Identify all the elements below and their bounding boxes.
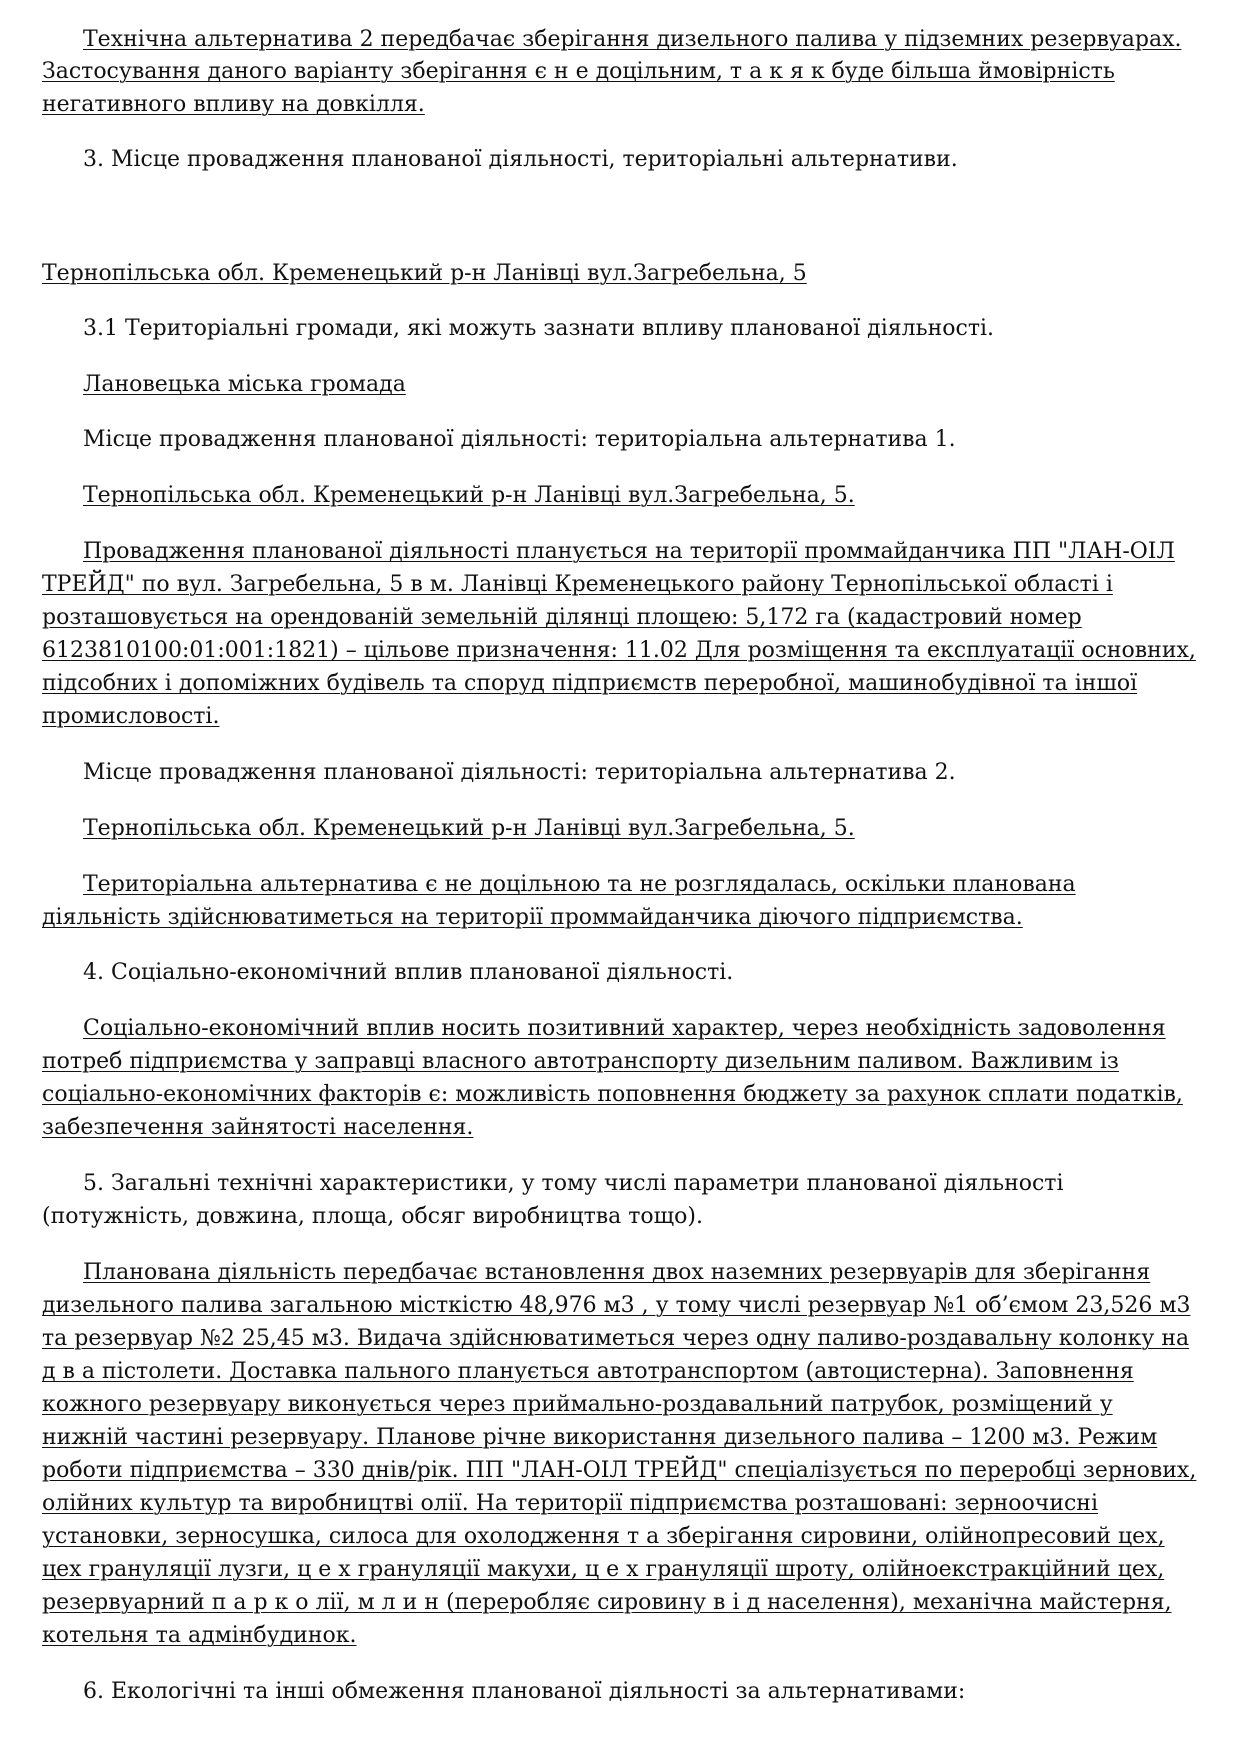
section-3-heading: 3. Місце провадження планованої діяльності, територіальні альтернативи. xyxy=(83,147,958,172)
territorial-alt2-line-1: Територіальна альтернатива є не доцільною та не розглядалась, оскільки планована xyxy=(83,872,1076,897)
section-5-line-9: установки, зерносушка, силоса для охолодження т а зберігання сировини, олійнопресовий цех, xyxy=(42,1524,1165,1549)
address-main: Тернопільська обл. Кременецький р-н Ланівці вул.Загребельна, 5 xyxy=(42,261,807,286)
territorial-alt1-line-2: ТРЕЙД" по вул. Загребельна, 5 в м. Ланівці Кременецького району Тернопільської області і xyxy=(42,572,1113,597)
section-4-line-3: соціально-економічних факторів є: можливість поповнення бюджету за рахунок сплати податків, xyxy=(42,1082,1183,1107)
section-4-line-1: Соціально-економічний вплив носить позитивний характер, через необхідність задоволення xyxy=(83,1016,1166,1041)
community-name: Лановецька міська громада xyxy=(83,372,406,397)
section-4-heading: 4. Соціально-економічний вплив планованої діяльності. xyxy=(83,960,734,985)
section-5-heading-line-2: (потужність, довжина, площа, обсяг виробництва тощо). xyxy=(42,1204,703,1229)
tech-alt2-line-2: Застосування даного варіанту зберігання є н е доцільним, т а к я к буде більша ймовірність xyxy=(42,59,1115,84)
territorial-alt2-address: Тернопільська обл. Кременецький р-н Ланівці вул.Загребельна, 5. xyxy=(83,816,855,841)
section-5-line-1: Планована діяльність передбачає встановлення двох наземних резервуарів для зберігання xyxy=(83,1260,1151,1285)
section-5-line-3: та резервуар №2 25,45 м3. Видача здійснюватиметься через одну паливо-роздавальну колонку на xyxy=(42,1326,1190,1351)
territorial-alt1-line-4: 6123810100:01:001:1821) – цільове призначення: 11.02 Для розміщення та експлуатації основних, xyxy=(42,638,1196,663)
section-5-line-5: кожного резервуару виконується через приймально-роздавальний патрубок, розміщений у xyxy=(42,1392,1113,1417)
section-5-line-4: д в а пістолети. Доставка пального планується автотранспортом (автоцистерна). Заповнення xyxy=(42,1359,1134,1384)
section-6-heading: 6. Екологічні та інші обмеження планованої діяльності за альтернативами: xyxy=(83,1679,966,1704)
section-3-1-heading: 3.1 Територіальні громади, які можуть зазнати впливу планованої діяльності. xyxy=(83,316,995,341)
tech-alt2-line-3: негативного впливу на довкілля. xyxy=(42,92,425,117)
section-5-line-8: олійних культур та виробництві олії. На території підприємства розташовані: зерноочисні xyxy=(42,1491,1098,1516)
territorial-alt1-line-5: підсобних і допоміжних будівель та споруд підприємств переробної, машинобудівної та іншої xyxy=(42,671,1138,696)
section-4-line-2: потреб підприємства у заправці власного автотранспорту дизельним паливом. Важливим із xyxy=(42,1049,1119,1074)
section-5-line-11: резервуарний п а р к о лії, м л и н (переробляє сировину в і д населення), механічна майстерня, xyxy=(42,1590,1172,1615)
section-5-line-2: дизельного палива загальною місткістю 48,976 м3 , у тому числі резервуар №1 об’ємом 23,526 м3 xyxy=(42,1293,1191,1318)
territorial-alt2-line-2: діяльність здійснюватиметься на території проммайданчика діючого підприємства. xyxy=(42,905,1023,930)
territorial-alt1-line-3: розташовується на орендованій земельній ділянці площею: 5,172 га (кадастровий номер xyxy=(42,605,1082,630)
section-4-line-4: забезпечення зайнятості населення. xyxy=(42,1115,474,1140)
section-5-line-6: нижній частині резервуару. Планове річне використання дизельного палива – 1200 м3. Режим xyxy=(42,1425,1158,1450)
tech-alt2-line-1: Технічна альтернатива 2 передбачає зберігання дизельного палива у підземних резервуарах. xyxy=(83,27,1182,52)
section-5-line-7: роботи підприємства – 330 днів/рік. ПП "ЛАН-ОІЛ ТРЕЙД" спеціалізується по переробці зернових, xyxy=(42,1458,1197,1483)
territorial-alt1-heading: Місце провадження планованої діяльності: територіальна альтернатива 1. xyxy=(83,427,956,452)
territorial-alt1-line-6: промисловості. xyxy=(42,704,220,729)
territorial-alt1-line-1: Провадження планованої діяльності планується на території проммайданчика ПП "ЛАН-ОІЛ xyxy=(83,539,1175,564)
section-5-line-12: котельня та адмінбудинок. xyxy=(42,1623,357,1648)
section-5-heading-line-1: 5. Загальні технічні характеристики, у тому числі параметри планованої діяльності xyxy=(83,1171,1064,1196)
territorial-alt2-heading: Місце провадження планованої діяльності: територіальна альтернатива 2. xyxy=(83,760,956,785)
territorial-alt1-address: Тернопільська обл. Кременецький р-н Ланівці вул.Загребельна, 5. xyxy=(83,483,855,508)
section-5-line-10: цех грануляції лузги, ц е х грануляції макухи, ц е х грануляції шроту, олійноекстракційний цех, xyxy=(42,1557,1165,1582)
